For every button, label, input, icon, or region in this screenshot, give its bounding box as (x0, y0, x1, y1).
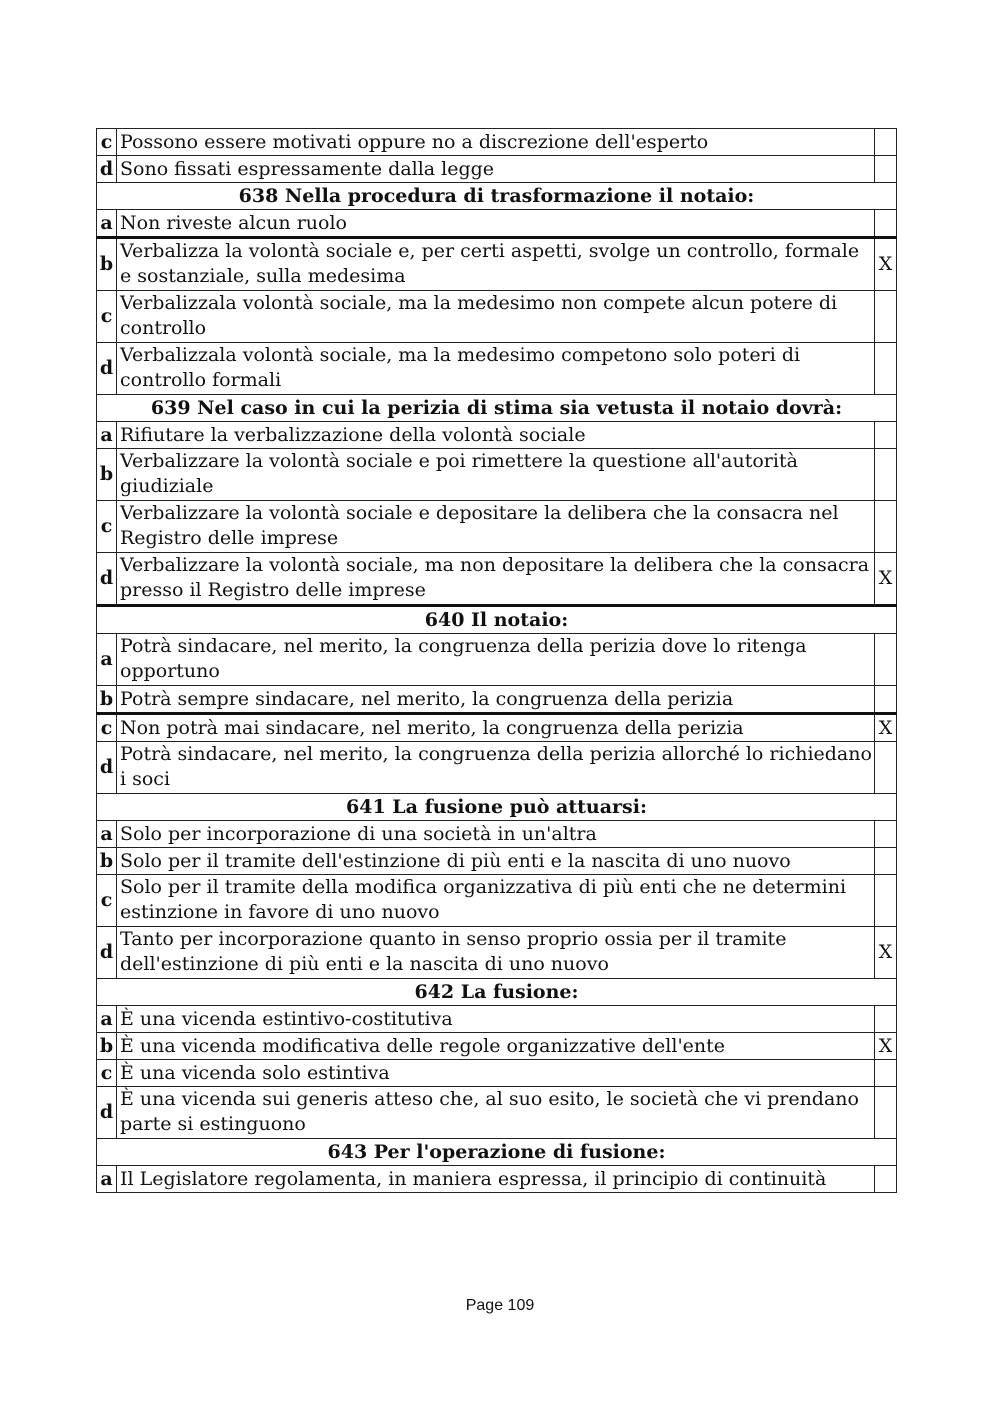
correct-mark (875, 1166, 897, 1193)
page-number: Page 109 (465, 1297, 535, 1314)
answer-text: Potrà sempre sindacare, nel merito, la congruenza della perizia (117, 686, 875, 714)
answer-letter: b (97, 238, 117, 291)
answer-letter: d (97, 742, 117, 794)
answer-letter: d (97, 553, 117, 606)
answer-row (97, 1060, 897, 1087)
answer-letter: c (97, 875, 117, 927)
quiz-table (96, 128, 897, 1193)
answer-text: Sono fissati espressamente dalla legge (117, 156, 875, 183)
correct-mark (875, 210, 897, 238)
question-title: 643 Per l'operazione di fusione: (97, 1139, 897, 1166)
answer-row (97, 927, 897, 979)
answer-row (97, 848, 897, 875)
answer-text: Rifiutare la verbalizzazione della volontà sociale (117, 422, 875, 449)
answer-row (97, 714, 897, 742)
answer-text: Non riveste alcun ruolo (117, 210, 875, 238)
question-row (97, 395, 897, 422)
answer-row (97, 343, 897, 395)
answer-text: Tanto per incorporazione quanto in senso proprio ossia per il tramite dell'estinzione di più enti e la nascita di uno nuovo (117, 927, 875, 979)
answer-text: Solo per il tramite dell'estinzione di più enti e la nascita di uno nuovo (117, 848, 875, 875)
question-row (97, 606, 897, 634)
question-title: 639 Nel caso in cui la perizia di stima sia vetusta il notaio dovrà: (97, 395, 897, 422)
answer-row (97, 1006, 897, 1033)
answer-text: Possono essere motivati oppure no a discrezione dell'esperto (117, 129, 875, 156)
answer-letter: b (97, 449, 117, 501)
answer-row (97, 1033, 897, 1060)
answer-text: È una vicenda solo estintiva (117, 1060, 875, 1087)
answer-text: Solo per il tramite della modifica organizzativa di più enti che ne determini estinzione in favore di uno nuovo (117, 875, 875, 927)
answer-row (97, 291, 897, 343)
correct-mark (875, 291, 897, 343)
answer-text: Potrà sindacare, nel merito, la congruenza della perizia allorché lo richiedano i soci (117, 742, 875, 794)
answer-text: Solo per incorporazione di una società in un'altra (117, 821, 875, 848)
answer-text: Verbalizzare la volontà sociale e poi rimettere la questione all'autorità giudiziale (117, 449, 875, 501)
answer-row (97, 422, 897, 449)
answer-letter: d (97, 343, 117, 395)
answer-text: Non potrà mai sindacare, nel merito, la congruenza della perizia (117, 714, 875, 742)
correct-mark (875, 449, 897, 501)
answer-row (97, 821, 897, 848)
answer-text: È una vicenda modificativa delle regole organizzative dell'ente (117, 1033, 875, 1060)
answer-row (97, 742, 897, 794)
question-row (97, 183, 897, 210)
answer-text: Verbalizzala volontà sociale, ma la medesimo non compete alcun potere di controllo (117, 291, 875, 343)
correct-mark (875, 1087, 897, 1139)
answer-text: È una vicenda sui generis atteso che, al suo esito, le società che vi prendano parte si estinguono (117, 1087, 875, 1139)
correct-mark (875, 686, 897, 714)
correct-mark (875, 156, 897, 183)
answer-row (97, 156, 897, 183)
question-row (97, 1139, 897, 1166)
answer-letter: a (97, 821, 117, 848)
answer-letter: b (97, 1033, 117, 1060)
correct-mark (875, 343, 897, 395)
answer-letter: d (97, 927, 117, 979)
correct-mark (875, 422, 897, 449)
answer-row (97, 449, 897, 501)
correct-mark (875, 634, 897, 686)
answer-letter: a (97, 1166, 117, 1193)
question-row (97, 979, 897, 1006)
correct-mark (875, 1060, 897, 1087)
answer-letter: a (97, 634, 117, 686)
question-row (97, 794, 897, 821)
correct-mark (875, 821, 897, 848)
answer-row (97, 553, 897, 606)
correct-mark: X (875, 927, 897, 979)
answer-letter: d (97, 156, 117, 183)
question-title: 640 Il notaio: (97, 606, 897, 634)
correct-mark: X (875, 714, 897, 742)
answer-letter: c (97, 714, 117, 742)
correct-mark (875, 129, 897, 156)
correct-mark: X (875, 238, 897, 291)
answer-text: Verbalizza la volontà sociale e, per certi aspetti, svolge un controllo, formale e sostanziale, sulla medesima (117, 238, 875, 291)
answer-letter: d (97, 1087, 117, 1139)
correct-mark (875, 501, 897, 553)
answer-row (97, 501, 897, 553)
answer-letter: c (97, 1060, 117, 1087)
answer-text: Potrà sindacare, nel merito, la congruenza della perizia dove lo ritenga opportuno (117, 634, 875, 686)
answer-letter: b (97, 848, 117, 875)
correct-mark (875, 848, 897, 875)
answer-row (97, 875, 897, 927)
answer-text: Verbalizzare la volontà sociale, ma non depositare la delibera che la consacra presso il Registro delle imprese (117, 553, 875, 606)
answer-row (97, 238, 897, 291)
question-title: 641 La fusione può attuarsi: (97, 794, 897, 821)
answer-row (97, 1166, 897, 1193)
answer-row (97, 686, 897, 714)
answer-letter: c (97, 291, 117, 343)
answer-letter: a (97, 422, 117, 449)
question-title: 638 Nella procedura di trasformazione il notaio: (97, 183, 897, 210)
answer-letter: c (97, 501, 117, 553)
answer-row (97, 210, 897, 238)
question-title: 642 La fusione: (97, 979, 897, 1006)
answer-letter: b (97, 686, 117, 714)
answer-row (97, 129, 897, 156)
correct-mark (875, 742, 897, 794)
answer-letter: a (97, 1006, 117, 1033)
correct-mark (875, 1006, 897, 1033)
correct-mark: X (875, 1033, 897, 1060)
answer-text: Il Legislatore regolamenta, in maniera espressa, il principio di continuità (117, 1166, 875, 1193)
answer-letter: c (97, 129, 117, 156)
correct-mark (875, 875, 897, 927)
answer-letter: a (97, 210, 117, 238)
correct-mark: X (875, 553, 897, 606)
answer-text: È una vicenda estintivo-costitutiva (117, 1006, 875, 1033)
answer-text: Verbalizzare la volontà sociale e depositare la delibera che la consacra nel Registro delle imprese (117, 501, 875, 553)
answer-row (97, 634, 897, 686)
answer-row (97, 1087, 897, 1139)
answer-text: Verbalizzala volontà sociale, ma la medesimo competono solo poteri di controllo formali (117, 343, 875, 395)
